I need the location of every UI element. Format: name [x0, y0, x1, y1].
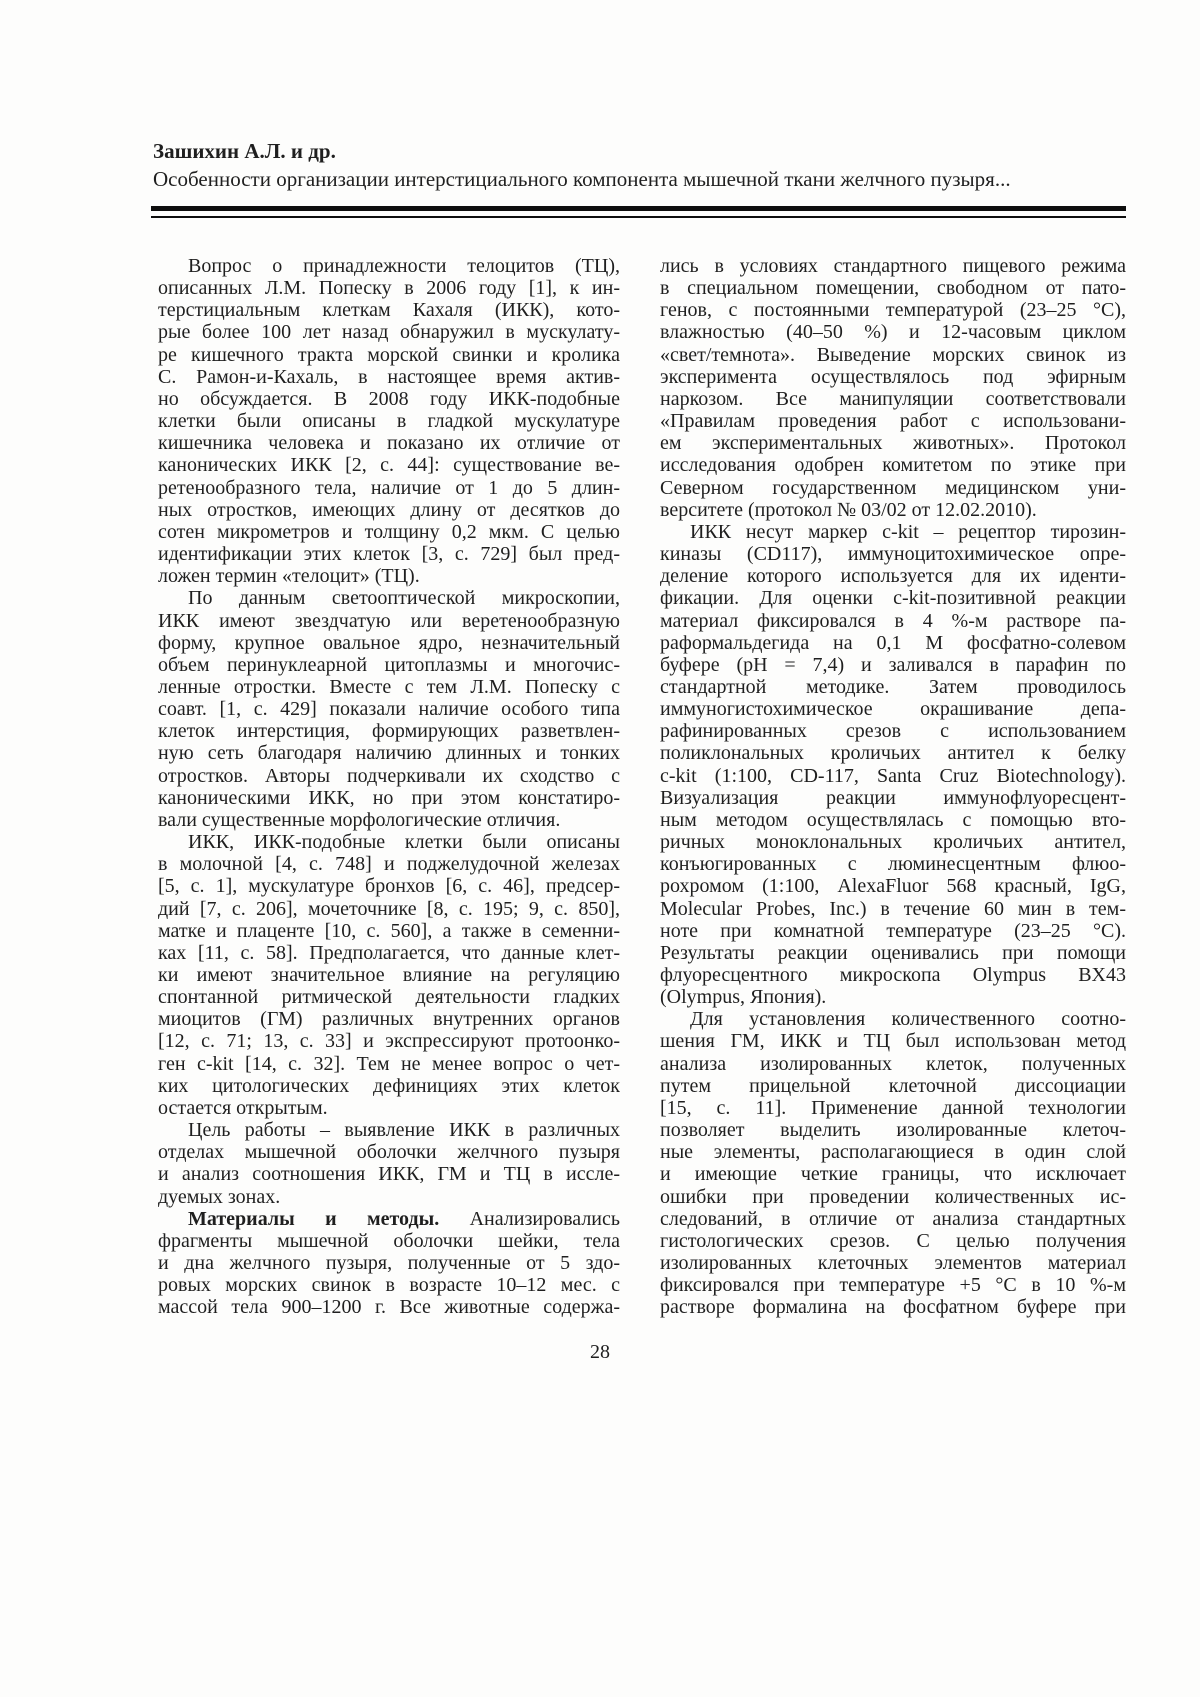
- text-line: ре кишечного тракта морской свинки и кролика: [158, 343, 620, 366]
- text-line: (Olympus, Япония).: [660, 986, 827, 1009]
- text-line: кишечника человека и показано их отличие от: [158, 432, 620, 455]
- text-line: ем экспериментальных животных». Протокол: [660, 432, 1126, 455]
- text-line: Материалы и методы. Анализировались: [188, 1207, 620, 1230]
- text-line: раформальдегида на 0,1 М фосфатно-солевом: [660, 631, 1126, 654]
- text-line: следований, в отличие от анализа стандартных: [660, 1207, 1126, 1230]
- text-line: но обсуждается. В 2008 году ИКК-подобные: [158, 387, 620, 410]
- text-line: матке и плаценте [10, с. 560], а также в семенни-: [158, 919, 620, 942]
- text-line: отростков. Авторы подчеркивали их сходство с: [158, 764, 620, 787]
- header-authors: Зашихин А.Л. и др.: [153, 139, 336, 163]
- text-line: массой тела 900–1200 г. Все животные содержа-: [158, 1296, 620, 1319]
- text-line: [15, с. 11]. Применение данной технологии: [660, 1096, 1126, 1119]
- text-line: рохромом (1:100, AlexaFluor 568 красный, IgG,: [660, 875, 1126, 898]
- text-line: материал фиксировался в 4 %-м растворе па-: [660, 609, 1126, 632]
- text-line: соавт. [1, с. 429] показали наличие особого типа: [158, 698, 620, 721]
- text-line: c-kit (1:100, CD-117, Santa Cruz Biotechnology).: [660, 764, 1126, 787]
- text-line: иммуногистохимическое окрашивание депа-: [660, 698, 1126, 721]
- text-line: гистологических срезов. С целью получения: [660, 1229, 1126, 1252]
- text-line: шения ГМ, ИКК и ТЦ был использован метод: [660, 1030, 1126, 1053]
- text-line: наркозом. Все манипуляции соответствовали: [660, 387, 1126, 410]
- text-line: киназы (CD117), иммуноцитохимическое опре-: [660, 543, 1126, 566]
- text-line: ген c-kit [14, с. 32]. Тем не менее вопрос о чет-: [158, 1052, 620, 1075]
- text-line: путем прицельной клеточной диссоциации: [660, 1074, 1126, 1097]
- text-line: генов, с постоянными температурой (23–25 °C),: [660, 299, 1126, 322]
- text-line: в молочной [4, с. 748] и поджелудочной железах: [158, 853, 620, 876]
- text-line: в специальном помещении, свободном от пато-: [660, 277, 1126, 300]
- text-line: ных отростков, имеющих длину от десятков до: [158, 498, 620, 521]
- text-line: ным методом осуществлялась с помощью вто-: [660, 808, 1126, 831]
- text-line: ИКК имеют звездчатую или веретенообразную: [158, 609, 620, 632]
- text-line: клеток интерстиция, формирующих разветвлен-: [158, 720, 620, 743]
- text-line: ких цитологических дефинициях этих клеток: [158, 1074, 620, 1097]
- text-line: дий [7, с. 206], мочеточнике [8, с. 195; 9, с. 850],: [158, 897, 620, 920]
- text-line: и дна желчного пузыря, полученные от 5 здо-: [158, 1252, 620, 1275]
- text-line: Результаты реакции оценивались при помощи: [660, 941, 1126, 964]
- text-line: Цель работы – выявление ИКК в различных: [188, 1119, 620, 1142]
- text-line: ровых морских свинок в возрасте 10–12 мес. с: [158, 1274, 620, 1297]
- column-right: [660, 255, 1126, 1319]
- text-line: ИКК, ИКК-подобные клетки были описаны: [188, 831, 620, 854]
- header-rule-thin: [151, 216, 1126, 218]
- text-line: ные элементы, располагающиеся в один слой: [660, 1141, 1126, 1164]
- text-line: остается открытым.: [158, 1096, 328, 1119]
- text-line: ложен термин «телоцит» (ТЦ).: [158, 565, 420, 588]
- text-line: конъюгированных с люминесцентным флюо-: [660, 853, 1126, 876]
- text-line: ретенообразного тела, наличие от 1 до 5 длин-: [158, 476, 620, 499]
- bold-lead-in: Материалы и методы.: [188, 1207, 440, 1230]
- text-line: и имеющие четкие границы, что исключает: [660, 1163, 1126, 1186]
- text-line: форму, крупное овальное ядро, незначительный: [158, 631, 620, 654]
- text-line: спонтанной ритмической деятельности гладких: [158, 986, 620, 1009]
- text-line: ную сеть благодаря наличию длинных и тонких: [158, 742, 620, 765]
- text-line: ки имеют значительное влияние на регуляцию: [158, 964, 620, 986]
- text-line: объем перинуклеарной цитоплазмы и многочис-: [158, 653, 620, 676]
- page-header: [153, 138, 1128, 194]
- header-rule-thick: [151, 206, 1126, 211]
- text-line: клетки были описаны в гладкой мускулатуре: [158, 410, 620, 433]
- text-line: флуоресцентного микроскопа Olympus BX43: [660, 964, 1126, 986]
- text-line: и анализ соотношения ИКК, ГМ и ТЦ в иссле-: [158, 1163, 620, 1186]
- header-running-title: Особенности организации интерстициального компонента мышечной ткани желчного пузыря...: [153, 167, 1011, 191]
- text-line: вали существенные морфологические отличия.: [158, 808, 561, 831]
- text-line: фрагменты мышечной оболочки шейки, тела: [158, 1229, 620, 1252]
- text-line: исследования одобрен комитетом по этике при: [660, 454, 1126, 477]
- text-line: идентификации этих клеток [3, с. 729] был пред-: [158, 543, 620, 566]
- column-left: [158, 255, 620, 1319]
- page-number: 28: [590, 1341, 610, 1363]
- text-line: ИКК несут маркер c-kit – рецептор тирозин-: [690, 520, 1126, 543]
- text-line: С. Рамон-и-Кахаль, в настоящее время актив-: [158, 365, 620, 388]
- text-line: стандартной методике. Затем проводилось: [660, 675, 1126, 698]
- text-line: Вопрос о принадлежности телоцитов (ТЦ),: [188, 255, 620, 277]
- text-line: фикации. Для оценки c-kit-позитивной реакции: [660, 587, 1126, 610]
- text-line: [5, с. 1], мускулатуре бронхов [6, с. 46], предсер-: [158, 875, 620, 898]
- text-line: По данным светооптической микроскопии,: [188, 587, 620, 610]
- text-line: анализа изолированных клеток, полученных: [660, 1052, 1126, 1075]
- text-line: ричных моноклональных кроличьих антител,: [660, 831, 1126, 854]
- text-line: позволяет выделить изолированные клеточ-: [660, 1119, 1126, 1142]
- text-line: растворе формалина на фосфатном буфере при: [660, 1296, 1126, 1319]
- text-line: ленные отростки. Вместе с тем Л.М. Попеску с: [158, 675, 620, 698]
- text-line: сотен микрометров и толщину 0,2 мкм. С целью: [158, 520, 620, 543]
- text-line: ках [11, с. 58]. Предполагается, что данные клет-: [158, 941, 620, 964]
- text-line: деление которого используется для их иденти-: [660, 565, 1126, 588]
- text-line: Molecular Probes, Inc.) в течение 60 мин в тем-: [660, 897, 1126, 920]
- text-line: дуемых зонах.: [158, 1185, 281, 1208]
- text-line: отделах мышечной оболочки желчного пузыря: [158, 1141, 620, 1164]
- text-line: Северном государственном медицинском уни-: [660, 476, 1126, 499]
- text-line: «свет/темнота». Выведение морских свинок из: [660, 343, 1126, 366]
- text-line: Для установления количественного соотно-: [690, 1008, 1126, 1031]
- text-line: ошибки при проведении количественных ис-: [660, 1185, 1126, 1208]
- text-line: верситете (протокол № 03/02 от 12.02.2010).: [660, 498, 1037, 521]
- text-line: влажностью (40–50 %) и 12-часовым циклом: [660, 321, 1126, 344]
- text-line: рафинированных срезов с использованием: [660, 720, 1126, 743]
- text-line: фиксировался при температуре +5 °C в 10 %-м: [660, 1274, 1126, 1297]
- text-line: канонических ИКК [2, с. 44]: существование ве-: [158, 454, 620, 477]
- text-line: миоцитов (ГМ) различных внутренних органов: [158, 1008, 620, 1031]
- text-line: поликлональных кроличьих антител к белку: [660, 742, 1126, 765]
- text-line: [12, с. 71; 13, с. 33] и экспрессируют протоонко-: [158, 1030, 620, 1053]
- text-line: каноническими ИКК, но при этом констатиро-: [158, 786, 620, 809]
- text-line: лись в условиях стандартного пищевого режима: [660, 255, 1126, 277]
- text-line: Визуализация реакции иммунофлуоресцент-: [660, 786, 1126, 809]
- text-line: «Правилам проведения работ с использовани-: [660, 410, 1126, 433]
- text-line: терстициальным клеткам Кахаля (ИКК), кото-: [158, 299, 620, 322]
- text-line: ноте при комнатной температуре (23–25 °C).: [660, 919, 1126, 942]
- text-line: изолированных клеточных элементов материал: [660, 1252, 1126, 1275]
- text-line: буфере (pH = 7,4) и заливался в парафин по: [660, 653, 1126, 676]
- text-line: описанных Л.М. Попеску в 2006 году [1], к ин-: [158, 277, 620, 300]
- text-line: эксперимента осуществлялось под эфирным: [660, 365, 1126, 388]
- text-line: рые более 100 лет назад обнаружил в мускулату-: [158, 321, 620, 344]
